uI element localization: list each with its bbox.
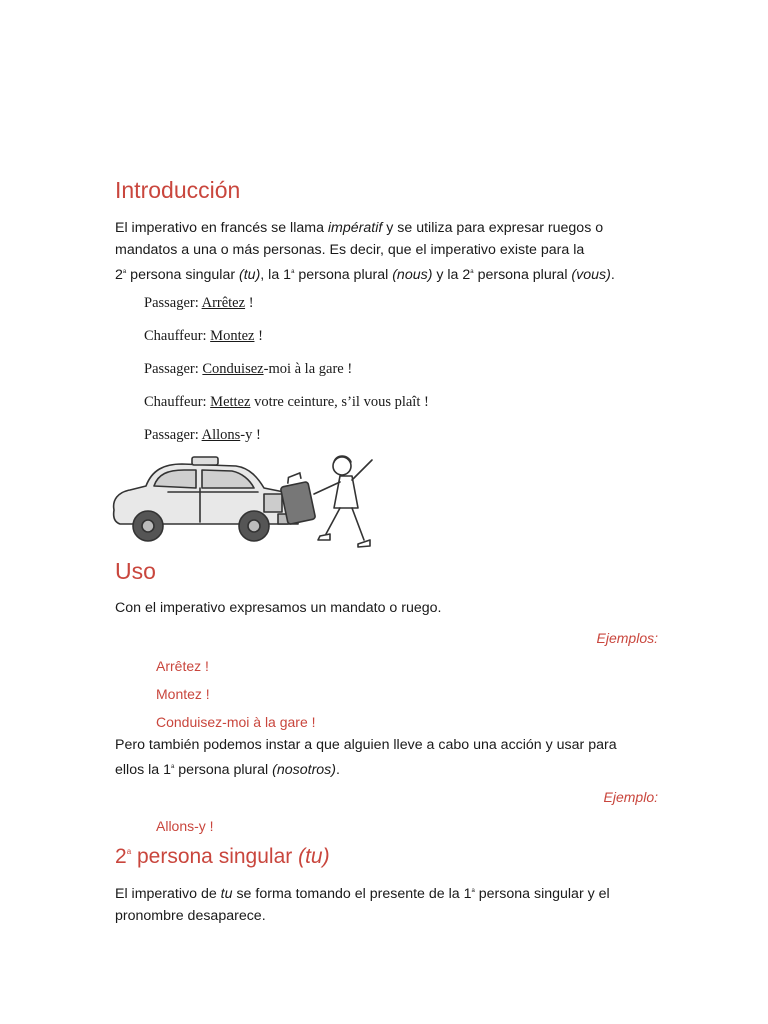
passenger-icon [314, 456, 372, 547]
heading-2a-persona-singular: 2$^a$ persona singular (tu) [115, 845, 330, 868]
example-item: Montez ! [156, 686, 210, 702]
intro-paragraph [115, 217, 675, 286]
section3-line-2: pronombre desaparece. [115, 908, 266, 924]
taxi-illustration [108, 452, 398, 552]
dialogue-line: Passager: Arrêtez ! [144, 295, 254, 311]
uso-p2-line-1: Pero también podemos instar a que alguien lleve a cabo una acción y usar para [115, 737, 617, 753]
intro-line-2: mandatos a una o más personas. Es decir, que el imperativo existe para la [115, 242, 585, 258]
example-item: Allons-y ! [156, 818, 214, 834]
dialogue-line: Chauffeur: Montez ! [144, 328, 263, 344]
example-label: Ejemplo: [603, 789, 658, 805]
heading-introduccion: Introducción [115, 177, 241, 203]
example-item: Conduisez-moi à la gare ! [156, 714, 316, 730]
uso-paragraph-2 [115, 734, 675, 781]
intro-line-3: 2$^a$ persona singular (tu), la 1$^a$ persona plural (nous) y la 2$^a$ persona plural (vous). [115, 267, 615, 283]
dialogue-line: Passager: Allons-y ! [144, 427, 261, 443]
example-item: Arrêtez ! [156, 658, 209, 674]
heading-uso: Uso [115, 558, 156, 584]
uso-paragraph-1: Con el imperativo expresamos un mandato o ruego. [115, 600, 442, 616]
examples-label: Ejemplos: [596, 630, 658, 646]
dialogue-line: Passager: Conduisez-moi à la gare ! [144, 361, 353, 377]
section3-paragraph [115, 880, 675, 927]
uso-p2-line-2: ellos la 1$^a$ persona plural (nosotros). [115, 762, 340, 778]
intro-line-1: El imperativo en francés se llama impératif y se utiliza para expresar ruegos o [115, 220, 604, 236]
dialogue-line: Chauffeur: Mettez votre ceinture, s’il vous plaît ! [144, 394, 429, 410]
section3-line-1: El imperativo de tu se forma tomando el presente de la 1$^a$ persona singular y el [115, 886, 610, 902]
taxi-icon [114, 457, 298, 541]
